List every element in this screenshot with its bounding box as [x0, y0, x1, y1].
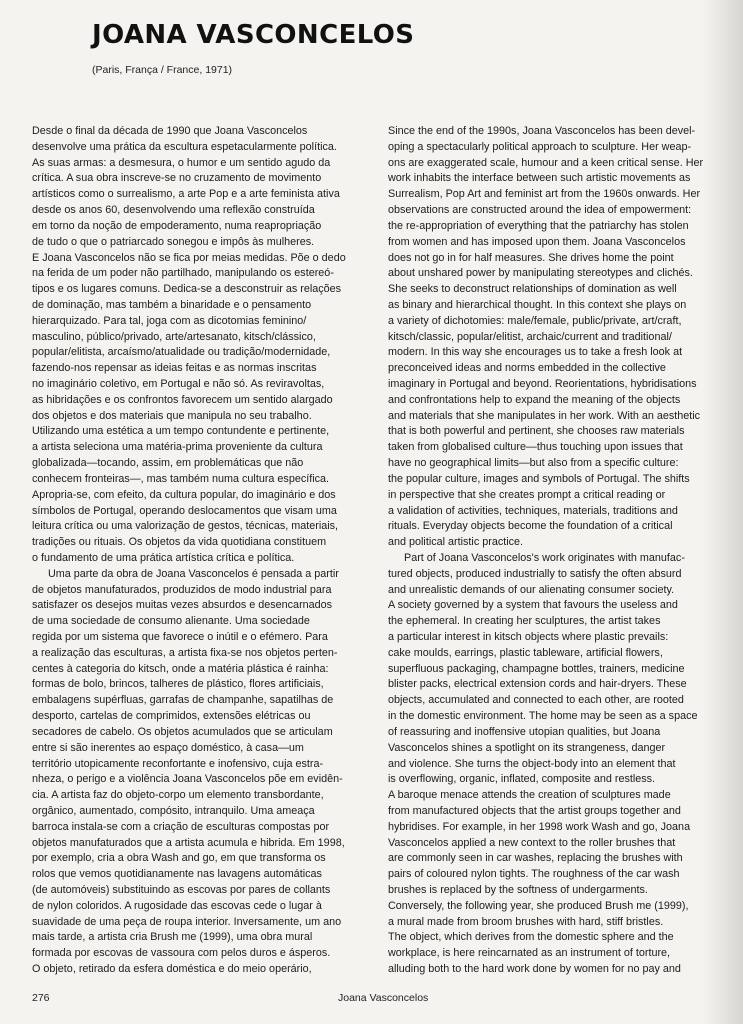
text-line: blister packs, electrical extension cords and hair-dryers. These — [388, 678, 687, 691]
text-line: Uma parte da obra de Joana Vasconcelos é pensada a partir — [48, 567, 339, 580]
text-line: masculino, público/privado, arte/artesanato, kitsch/clássico, — [32, 330, 316, 343]
english-text-column — [388, 124, 736, 978]
text-line: símbolos de Portugal, operando deslocamentos que visam uma — [32, 504, 337, 517]
text-line: rolos que vemos quotidianamente nas lavagens automáticas — [32, 868, 322, 881]
text-line: a artista seleciona uma matéria-prima proveniente da cultura — [32, 441, 323, 454]
text-line: Part of Joana Vasconcelos's work originates with manufac- — [404, 551, 685, 564]
text-line: She seeks to deconstruct relationships of domination as well — [388, 283, 677, 296]
text-line: O objeto, retirado da esfera doméstica e do meio operário, — [32, 963, 312, 976]
text-line: the ephemeral. In creating her sculptures, the artist takes — [388, 615, 661, 628]
text-line: secadores de cabelo. Os objetos acumulados que se articulam — [32, 725, 333, 738]
text-line: as binary and hierarchical thought. In this context she plays on — [388, 298, 687, 311]
text-line: entre si são inerentes ao espaço doméstico, à casa—um — [32, 741, 304, 754]
text-line: nheza, o perigo e a violência Joana Vasconcelos põe em evidên- — [32, 773, 343, 786]
text-line: conhecem fronteiras—, mas também numa cultura específica. — [32, 472, 330, 485]
text-line: that is both powerful and pertinent, she chooses raw materials — [388, 425, 685, 438]
text-line: (de automóveis) substituindo as escovas por pares de collants — [32, 884, 331, 896]
text-line: mais tarde, a artista cria Brush me (1999), uma obra mural — [32, 931, 313, 944]
artist-birth-info: (Paris, França / France, 1971) — [92, 64, 233, 76]
text-line: cake moulds, earrings, plastic tableware, artificial flowers, — [388, 646, 663, 659]
text-line: objetos manufaturados que a artista acumula e hibrida. Em 1998, — [32, 836, 345, 849]
text-line: de objetos manufaturados, produzidos de modo industrial para — [32, 583, 332, 596]
text-line: workplace, is here reincarnated as an instrument of torture, — [388, 947, 671, 960]
text-line: taken from globalised culture—thus touching upon issues that — [388, 441, 683, 454]
text-line: Utilizando uma estética a um tempo contundente e pertinente, — [32, 425, 330, 438]
text-line: preconceived ideas and norms embedded in the collective — [388, 362, 666, 375]
text-line: de nylon coloridos. A rugosidade das escovas cede o lugar à — [32, 899, 322, 912]
text-line: de dominação, mas também a binaridade e o pensamento — [32, 298, 312, 311]
text-line: barroca instala-se com a criação de esculturas compostas por — [32, 820, 330, 833]
text-line: o fundamento de uma prática artística crítica e política. — [32, 551, 295, 564]
text-line: from women and has imposed upon them. Joana Vasconcelos — [388, 235, 686, 248]
text-line: imaginary in Portugal and beyond. Reorientations, hybridisations — [388, 378, 697, 390]
text-line: na ferida de um poder não partilhado, manipulando os estereó- — [32, 267, 334, 280]
text-line: em torno da noção de empoderamento, numa reapropriação — [32, 219, 322, 232]
text-line: popular/elitista, arcaísmo/atualidade ou tradição/modernidade, — [32, 346, 331, 359]
text-line: the re-appropriation of everything that the patriarchy has stolen — [388, 219, 689, 232]
text-line: formas de bolo, brincos, talheres de plástico, flores artificiais, — [32, 678, 324, 691]
text-line: Apropria-se, com efeito, da cultura popular, do imaginário e dos — [32, 488, 336, 501]
text-line: formada por escovas de vassoura com pelos duros e ásperos. — [32, 947, 331, 960]
text-line: and political artistic practice. — [388, 536, 524, 549]
text-line: regida por um sistema que favorece o inútil e o efémero. Para — [32, 631, 328, 643]
text-line: The object, which derives from the domestic sphere and the — [388, 931, 674, 944]
text-line: about unshared power by manipulating stereotypes and clichés. — [388, 267, 693, 280]
text-line: kitsch/classic, popular/elitist, archaic/current and traditional/ — [388, 330, 672, 343]
text-line: no imaginário coletivo, em Portugal e não só. As reviravoltas, — [32, 378, 325, 390]
text-line: and unrealistic demands of our alienating consumer society. — [388, 583, 675, 596]
text-line: globalizada—tocando, assim, em problemáticas que não — [32, 457, 304, 470]
text-line: have no geographical limits—but also from a specific culture: — [388, 457, 679, 470]
text-line: is overflowing, organic, inflated, composite and restless. — [388, 773, 656, 786]
text-line: desde os anos 60, desenvolvendo uma reflexão construída — [32, 204, 315, 217]
text-line: rituals. Everyday objects become the foundation of a critical — [388, 520, 673, 533]
text-line: As suas armas: a desmesura, o humor e um sentido agudo da — [32, 156, 331, 169]
text-line: observations are constructed around the idea of empowerment: — [388, 204, 692, 217]
text-line: the popular culture, images and symbols of Portugal. The shifts — [388, 472, 690, 485]
text-line: ons are exaggerated scale, humour and a keen critical sense. Her — [388, 156, 704, 169]
text-line: leitura crítica ou uma valorização de gestos, técnicas, materiais, — [32, 520, 339, 533]
text-line: hybridises. For example, in her 1998 work Wash and go, Joana — [388, 820, 691, 833]
text-line: satisfazer os desejos muitas vezes absurdos e desencarnados — [32, 599, 333, 612]
text-line: in the domestic environment. The home may be seen as a space — [388, 710, 698, 723]
text-line: de tudo o que o patriarcado sonegou e impôs às mulheres. — [32, 235, 315, 248]
text-line: tured objects, produced industrially to satisfy the often absurd — [388, 567, 682, 580]
text-line: a mural made from broom brushes with hard, stiff bristles. — [388, 915, 664, 928]
text-line: crítica. A sua obra inscreve-se no cruzamento de movimento — [32, 172, 322, 185]
text-line: does not go in for half measures. She drives home the point — [388, 251, 674, 264]
text-line: modern. In this way she encourages us to take a fresh look at — [388, 346, 683, 359]
text-line: a validation of activities, techniques, materials, traditions and — [388, 504, 678, 517]
text-line: desenvolve uma prática da escultura espetacularmente política. — [32, 140, 337, 153]
text-line: E Joana Vasconcelos não se fica por meias medidas. Põe o dedo — [32, 251, 346, 264]
text-line: objects, accumulated and connected to each other, are rooted — [388, 694, 684, 707]
portuguese-text-column — [32, 124, 374, 978]
text-line: and confrontations help to expand the meaning of the objects — [388, 393, 681, 406]
text-line: and materials that she manipulates in her work. With an aesthetic — [388, 409, 701, 422]
text-line: por exemplo, cria a obra Wash and go, em que transforma os — [32, 852, 326, 865]
text-line: tipos e os lugares comuns. Dedica-se a desconstruir as relações — [32, 283, 342, 296]
text-line: a particular interest in kitsch objects where plastic prevails: — [388, 631, 669, 643]
page-number: 276 — [32, 992, 50, 1004]
text-line: from manufactured objects that the artist groups together and — [388, 804, 681, 817]
text-line: Surrealism, Pop Art and feminist art from the 1960s onwards. Her — [388, 188, 701, 201]
text-line: tradições ou rituais. Os objetos da vida quotidiana constituem — [32, 536, 327, 549]
text-line: alluding both to the hard work done by women for no pay and — [388, 963, 681, 976]
running-head: Joana Vasconcelos — [338, 992, 429, 1004]
text-line: and violence. She turns the object-body into an element that — [388, 757, 676, 770]
text-line: desporto, cartelas de comprimidos, extensões elétricas ou — [32, 710, 311, 723]
text-line: hierarquizado. Para tal, joga com as dicotomias feminino/ — [32, 314, 307, 327]
text-line: fazendo-nos repensar as ideias feitas e as normas inscritas — [32, 362, 317, 375]
text-line: dos objetos e dos materiais que manipula no seu trabalho. — [32, 409, 312, 422]
page-title: JOANA VASCONCELOS — [92, 20, 415, 50]
text-line: território utopicamente reconfortante e inofensivo, cuja estra- — [32, 757, 324, 770]
text-line: brushes is replaced by the softness of undergarments. — [388, 884, 648, 896]
text-line: Vasconcelos applied a new context to the roller brushes that — [388, 836, 676, 849]
text-line: work inhabits the interface between such artistic movements as — [388, 172, 691, 185]
text-line: centes à categoria do kitsch, onde a matéria plástica é rainha: — [32, 662, 329, 675]
text-line: are commonly seen in car washes, replacing the brushes with — [388, 852, 683, 865]
text-line: embalagens supérfluas, garrafas de champanhe, sapatilhas de — [32, 694, 334, 707]
text-line: Vasconcelos shines a spotlight on its strangeness, danger — [388, 741, 666, 754]
text-line: artísticos como o surrealismo, a arte Pop e a arte feminista ativa — [32, 188, 340, 201]
text-line: a variety of dichotomies: male/female, public/private, art/craft, — [388, 314, 682, 327]
text-line: Desde o final da década de 1990 que Joana Vasconcelos — [32, 125, 308, 137]
text-line: pairs of coloured nylon tights. The roughness of the car wash — [388, 868, 680, 881]
text-line: orgânico, aumentado, compósito, intranquilo. Uma ameaça — [32, 804, 315, 817]
text-line: A baroque menace attends the creation of sculptures made — [388, 789, 671, 802]
text-line: de uma sociedade de consumo alienante. Uma sociedade — [32, 615, 310, 628]
text-line: cia. A artista faz do objeto-corpo um elemento transbordante, — [32, 789, 324, 802]
text-line: Since the end of the 1990s, Joana Vasconcelos has been devel- — [388, 125, 696, 137]
text-line: suavidade de uma peça de roupa interior. Inversamente, um ano — [32, 915, 342, 928]
text-line: in perspective that she creates prompt a critical reading or — [388, 488, 666, 501]
text-line: of reassuring and inoffensive utopian qualities, but Joana — [388, 725, 661, 738]
text-line: as hibridações e os confrontos favorecem um sentido alargado — [32, 393, 333, 406]
text-line: a realização das esculturas, a artista fixa-se nos objetos perten- — [32, 646, 338, 659]
text-line: oping a spectacularly political approach to sculpture. Her weap- — [388, 140, 692, 153]
text-line: A society governed by a system that favours the useless and — [388, 599, 678, 612]
text-line: Conversely, the following year, she produced Brush me (1999), — [388, 899, 689, 912]
text-line: superfluous packaging, champagne bottles, trainers, medicine — [388, 662, 685, 675]
